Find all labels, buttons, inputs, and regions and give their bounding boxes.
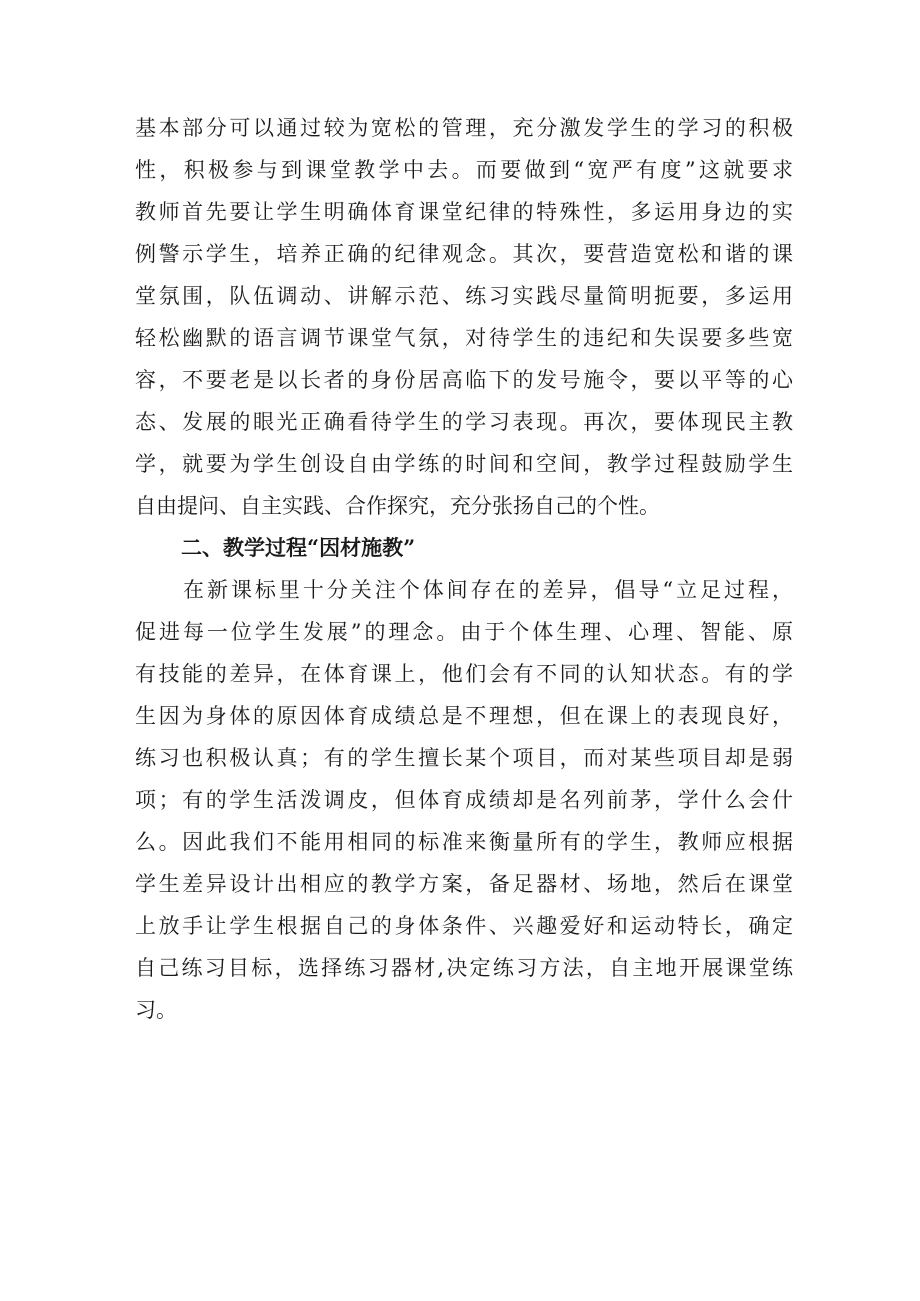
text-line: 教师首先要让学生明确体育课堂纪律的特殊性，多运用身边的实 [135, 200, 793, 224]
text-line: 上放手让学生根据自己的身体条件、兴趣爱好和运动特长，确定 [135, 914, 793, 938]
text-line: 容，不要老是以长者的身份居高临下的发号施令，要以平等的心 [135, 368, 793, 392]
text-line: 学，就要为学生创设自由学练的时间和空间，教学过程鼓励学生 [135, 452, 793, 476]
text-line: 有技能的差异，在体育课上，他们会有不同的认知状态。有的学 [135, 662, 793, 686]
text-line: 学生差异设计出相应的教学方案，备足器材、场地，然后在课堂 [135, 872, 793, 896]
text-line: 例警示学生，培养正确的纪律观念。其次，要营造宽松和谐的课 [135, 242, 793, 266]
document-page [135, 107, 793, 1031]
section-heading: 二、教学过程“因材施教” [181, 535, 416, 560]
text-line: 基本部分可以通过较为宽松的管理，充分激发学生的学习的积极 [135, 116, 793, 140]
text-line: 练习也积极认真；有的学生擅长某个项目，而对某些项目却是弱 [135, 746, 793, 770]
text-line: 么。因此我们不能用相同的标准来衡量所有的学生，教师应根据 [135, 830, 793, 854]
text-line: 生因为身体的原因体育成绩总是不理想，但在课上的表现良好， [135, 704, 793, 728]
text-line: 项；有的学生活泼调皮，但体育成绩却是名列前茅，学什么会什 [135, 788, 793, 812]
text-line: 在新课标里十分关注个体间存在的差异，倡导“立足过程， [183, 578, 793, 602]
text-line: 性，积极参与到课堂教学中去。而要做到“宽严有度”这就要求 [135, 158, 793, 182]
paragraph-classroom-discipline [135, 107, 793, 527]
paragraph-individual-differences [135, 569, 793, 1031]
text-line: 习。 [135, 998, 177, 1022]
text-line: 自由提问、自主实践、合作探究，充分张扬自己的个性。 [135, 494, 660, 518]
text-line: 自己练习目标，选择练习器材,决定练习方法，自主地开展课堂练 [135, 956, 793, 980]
text-line: 轻松幽默的语言调节课堂气氛，对待学生的违纪和失误要多些宽 [135, 326, 793, 350]
text-line: 促进每一位学生发展”的理念。由于个体生理、心理、智能、原 [135, 620, 793, 644]
text-line: 态、发展的眼光正确看待学生的学习表现。再次，要体现民主教 [135, 410, 793, 434]
text-line: 堂氛围，队伍调动、讲解示范、练习实践尽量简明扼要，多运用 [135, 284, 793, 308]
